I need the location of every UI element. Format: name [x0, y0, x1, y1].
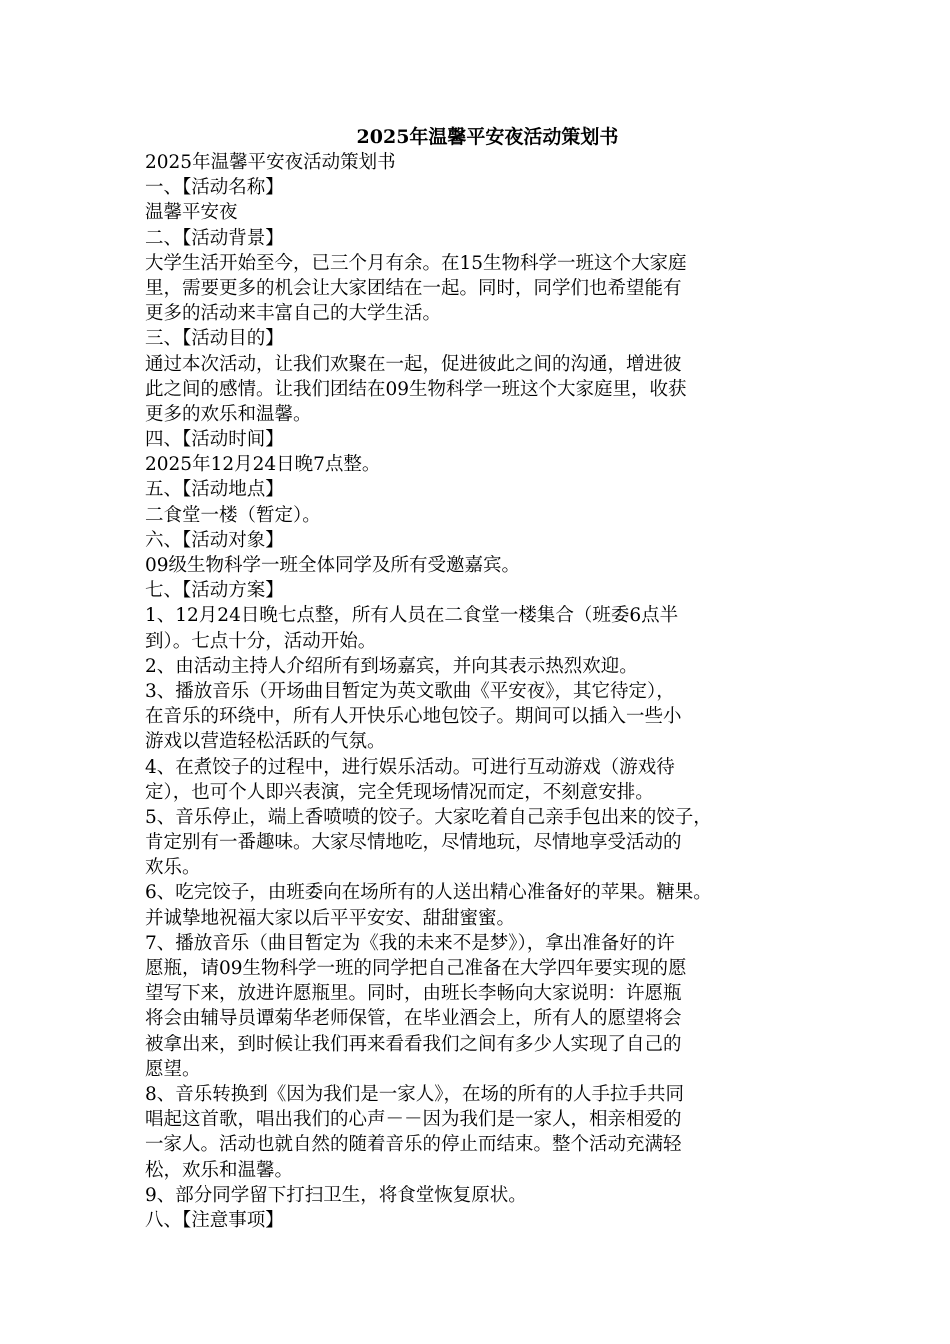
- document-line: 欢乐。: [145, 857, 201, 879]
- document-line: 一、【活动名称】: [145, 177, 284, 199]
- document-line: 2、由活动主持人介绍所有到场嘉宾，并向其表示热烈欢迎。: [145, 655, 638, 677]
- document-line: 1、12月24日晚七点整，所有人员在二食堂一楼集合（班委6点半: [145, 605, 679, 627]
- document-line: 八、【注意事项】: [145, 1209, 284, 1231]
- document-line: 肯定别有一番趣味。大家尽情地吃，尽情地玩，尽情地享受活动的: [145, 832, 682, 854]
- document-line: 六、【活动对象】: [145, 529, 284, 551]
- document-line: 唱起这首歌，唱出我们的心声－－因为我们是一家人，相亲相爱的: [145, 1109, 682, 1131]
- document-line: 6、吃完饺子，由班委向在场所有的人送出精心准备好的苹果。糖果。: [145, 882, 712, 904]
- document-line: 并诚挚地祝福大家以后平平安安、甜甜蜜蜜。: [145, 907, 516, 929]
- document-line: 2025年温馨平安夜活动策划书: [145, 152, 396, 173]
- document-line: 8、音乐转换到《因为我们是一家人》，在场的所有的人手拉手共同: [145, 1083, 685, 1105]
- document-line: 9、部分同学留下打扫卫生，将食堂恢复原状。: [145, 1184, 527, 1206]
- document-line: 此之间的感情。让我们团结在09生物科学一班这个大家庭里，收获: [145, 378, 687, 400]
- document-title: 2025年温馨平安夜活动策划书: [356, 126, 619, 148]
- document-line: 一家人。活动也就自然的随着音乐的停止而结束。整个活动充满轻: [145, 1134, 682, 1156]
- document-line: 4、在煮饺子的过程中，进行娱乐活动。可进行互动游戏（游戏待: [145, 756, 675, 778]
- document-line: 5、音乐停止，端上香喷喷的饺子。大家吃着自己亲手包出来的饺子，: [145, 806, 712, 828]
- document-line: 3、播放音乐（开场曲目暂定为英文歌曲《平安夜》，其它待定），: [145, 680, 675, 702]
- document-line: 愿望。: [145, 1058, 201, 1080]
- document-line: 望写下来，放进许愿瓶里。同时，由班长李畅向大家说明：许愿瓶: [145, 983, 682, 1005]
- document-line: 温馨平安夜: [145, 202, 238, 224]
- document-line: 三、【活动目的】: [145, 328, 284, 350]
- document-line: 大学生活开始至今，已三个月有余。在15生物科学一班这个大家庭: [145, 252, 687, 274]
- document-line: 在音乐的环绕中，所有人开快乐心地包饺子。期间可以插入一些小: [145, 706, 682, 728]
- document-line: 松，欢乐和温馨。: [145, 1159, 294, 1181]
- document-line: 2025年12月24日晚7点整。: [145, 454, 381, 476]
- document-line: 游戏以营造轻松活跃的气氛。: [145, 731, 386, 753]
- document-line: 二食堂一楼（暂定）。: [145, 504, 321, 526]
- document-line: 更多的欢乐和温馨。: [145, 403, 312, 425]
- document-line: 更多的活动来丰富自己的大学生活。: [145, 303, 442, 325]
- document-line: 四、【活动时间】: [145, 429, 284, 451]
- document-line: 愿瓶，请09生物科学一班的同学把自己准备在大学四年要实现的愿: [145, 958, 687, 979]
- document-line: 里，需要更多的机会让大家团结在一起。同时，同学们也希望能有: [145, 277, 682, 299]
- document-line: 通过本次活动，让我们欢聚在一起，促进彼此之间的沟通，增进彼: [145, 353, 682, 375]
- document-line: 7、播放音乐（曲目暂定为《我的未来不是梦》），拿出准备好的许: [145, 932, 675, 954]
- document-line: 定），也可个人即兴表演，完全凭现场情况而定，不刻意安排。: [145, 781, 654, 803]
- document-line: 七、【活动方案】: [145, 580, 284, 602]
- document-line: 将会由辅导员谭菊华老师保管，在毕业酒会上，所有人的愿望将会: [145, 1008, 682, 1030]
- document-line: 到）。七点十分，活动开始。: [145, 630, 377, 652]
- document-body: [145, 150, 820, 1233]
- document-content: [145, 124, 820, 1233]
- document-line: 被拿出来，到时候让我们再来看看我们之间有多少人实现了自己的: [145, 1033, 682, 1055]
- document-line: 二、【活动背景】: [145, 227, 284, 249]
- document-line: 五、【活动地点】: [145, 479, 284, 501]
- document-line: 09级生物科学一班全体同学及所有受邀嘉宾。: [145, 555, 521, 576]
